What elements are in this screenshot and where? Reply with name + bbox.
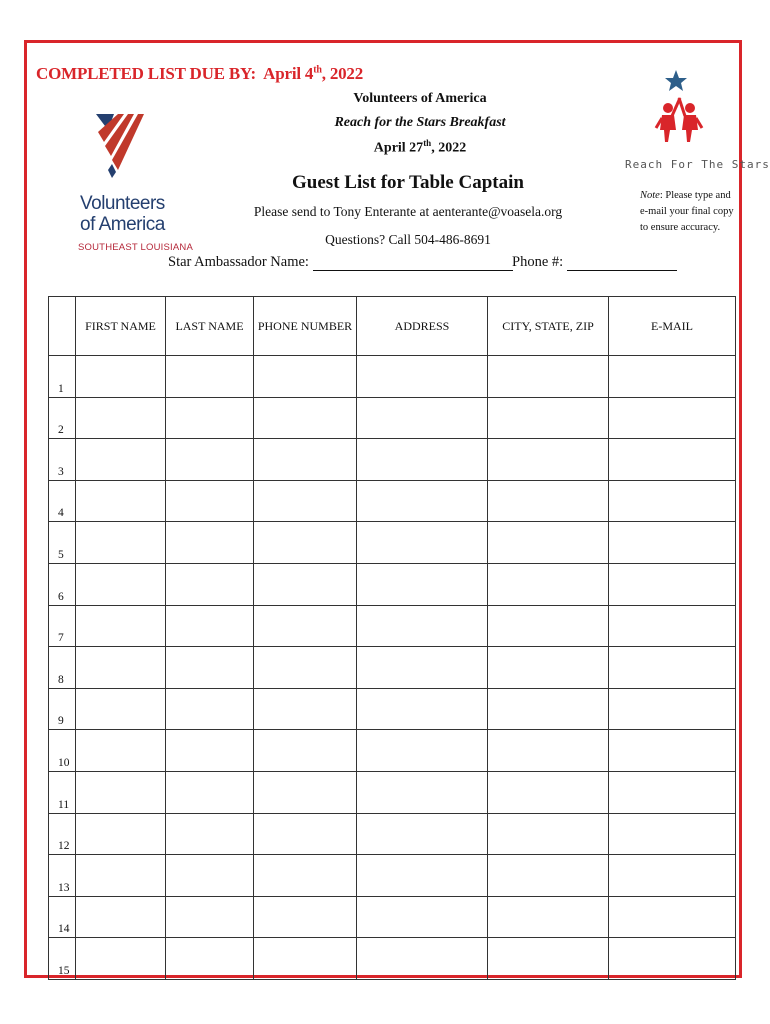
guest-cell[interactable] [609, 563, 736, 605]
guest-cell[interactable] [357, 480, 488, 522]
guest-cell[interactable] [357, 688, 488, 730]
row-number: 3 [49, 439, 76, 481]
guest-cell[interactable] [254, 397, 357, 439]
guest-cell[interactable] [609, 896, 736, 938]
guest-cell[interactable] [254, 730, 357, 772]
reach-for-the-stars-wordmark: Reach For The Stars [625, 158, 770, 171]
guest-cell[interactable] [488, 356, 609, 398]
guest-cell[interactable] [609, 855, 736, 897]
phone-blank[interactable] [567, 256, 677, 271]
row-number: 2 [49, 397, 76, 439]
reach-for-the-stars-logo [640, 68, 720, 168]
row-number: 7 [49, 605, 76, 647]
guest-cell[interactable] [488, 480, 609, 522]
guest-cell[interactable] [488, 397, 609, 439]
guest-cell[interactable] [254, 439, 357, 481]
row-number: 8 [49, 647, 76, 689]
row-number: 14 [49, 896, 76, 938]
guest-cell[interactable] [488, 730, 609, 772]
table-row [49, 647, 736, 689]
table-row [49, 896, 736, 938]
guest-cell[interactable] [76, 647, 166, 689]
column-header: LAST NAME [166, 297, 254, 356]
questions-contact: Questions? Call 504-486-8691 [325, 232, 491, 247]
guest-cell[interactable] [488, 813, 609, 855]
guest-cell[interactable] [254, 896, 357, 938]
guest-cell[interactable] [166, 771, 254, 813]
row-number: 9 [49, 688, 76, 730]
guest-cell[interactable] [357, 397, 488, 439]
guest-cell[interactable] [609, 356, 736, 398]
guest-cell[interactable] [76, 688, 166, 730]
table-row [49, 563, 736, 605]
guest-cell[interactable] [488, 563, 609, 605]
guest-cell[interactable] [166, 647, 254, 689]
page-title: Guest List for Table Captain [292, 172, 524, 193]
guest-cell[interactable] [488, 439, 609, 481]
guest-cell[interactable] [357, 647, 488, 689]
guest-cell[interactable] [166, 896, 254, 938]
guest-cell[interactable] [609, 813, 736, 855]
guest-cell[interactable] [357, 730, 488, 772]
table-row [49, 439, 736, 481]
guest-cell[interactable] [609, 771, 736, 813]
guest-cell[interactable] [357, 813, 488, 855]
table-row [49, 480, 736, 522]
column-header: CITY, STATE, ZIP [488, 297, 609, 356]
guest-cell[interactable] [609, 397, 736, 439]
guest-cell[interactable] [488, 688, 609, 730]
guest-cell[interactable] [609, 439, 736, 481]
guest-list-table [48, 296, 736, 980]
guest-cell[interactable] [488, 855, 609, 897]
guest-cell[interactable] [488, 647, 609, 689]
guest-cell[interactable] [166, 855, 254, 897]
guest-cell[interactable] [76, 896, 166, 938]
table-row [49, 688, 736, 730]
guest-cell[interactable] [254, 688, 357, 730]
guest-cell[interactable] [76, 938, 166, 980]
guest-cell[interactable] [254, 938, 357, 980]
column-header [49, 297, 76, 356]
guest-cell[interactable] [76, 813, 166, 855]
guest-cell[interactable] [254, 480, 357, 522]
table-row [49, 730, 736, 772]
guest-cell[interactable] [166, 480, 254, 522]
guest-cell[interactable] [357, 356, 488, 398]
guest-cell[interactable] [254, 522, 357, 564]
guest-cell[interactable] [166, 605, 254, 647]
guest-cell[interactable] [609, 522, 736, 564]
event-date: April 27th, 2022 [373, 138, 467, 156]
ambassador-name-field[interactable]: Star Ambassador Name: [168, 254, 513, 271]
guest-cell[interactable] [357, 896, 488, 938]
guest-cell[interactable] [609, 938, 736, 980]
row-number: 1 [49, 356, 76, 398]
guest-cell[interactable] [357, 855, 488, 897]
guest-cell[interactable] [609, 730, 736, 772]
guest-cell[interactable] [254, 605, 357, 647]
guest-cell[interactable] [254, 356, 357, 398]
guest-cell[interactable] [76, 356, 166, 398]
guest-cell[interactable] [166, 688, 254, 730]
guest-cell[interactable] [488, 771, 609, 813]
guest-cell[interactable] [166, 730, 254, 772]
guest-cell[interactable] [609, 605, 736, 647]
table-row [49, 771, 736, 813]
table-row [49, 522, 736, 564]
guest-cell[interactable] [609, 480, 736, 522]
voa-wordmark: Volunteers of America [80, 193, 165, 235]
guest-cell[interactable] [357, 605, 488, 647]
guest-cell[interactable] [76, 771, 166, 813]
guest-cell[interactable] [76, 855, 166, 897]
guest-cell[interactable] [254, 855, 357, 897]
ambassador-name-blank[interactable] [313, 256, 513, 271]
table-row [49, 605, 736, 647]
guest-cell[interactable] [609, 647, 736, 689]
table-row [49, 855, 736, 897]
guest-cell[interactable] [166, 522, 254, 564]
row-number: 6 [49, 563, 76, 605]
table-row [49, 813, 736, 855]
guest-cell[interactable] [76, 563, 166, 605]
send-instructions: Please send to Tony Enterante at aenterante@voasela.org [253, 204, 563, 219]
table-row [49, 356, 736, 398]
guest-cell[interactable] [357, 563, 488, 605]
table-row [49, 397, 736, 439]
table-row [49, 938, 736, 980]
due-date-notice: COMPLETED LIST DUE BY: April 4th, 2022 [36, 64, 364, 83]
guest-cell[interactable] [254, 813, 357, 855]
guest-cell[interactable] [76, 730, 166, 772]
guest-cell[interactable] [166, 938, 254, 980]
column-header: PHONE NUMBER [254, 297, 357, 356]
guest-cell[interactable] [357, 439, 488, 481]
guest-cell[interactable] [76, 522, 166, 564]
row-number: 12 [49, 813, 76, 855]
guest-cell[interactable] [76, 439, 166, 481]
row-number: 5 [49, 522, 76, 564]
guest-cell[interactable] [76, 605, 166, 647]
guest-cell[interactable] [609, 688, 736, 730]
column-header: E-MAIL [609, 297, 736, 356]
guest-cell[interactable] [166, 356, 254, 398]
guest-cell[interactable] [254, 563, 357, 605]
column-header: FIRST NAME [76, 297, 166, 356]
guest-cell[interactable] [76, 397, 166, 439]
org-name: Volunteers of America [353, 91, 487, 106]
table-header-row [49, 297, 736, 356]
voa-logo [78, 110, 168, 260]
guest-cell[interactable] [488, 605, 609, 647]
voa-region: SOUTHEAST LOUISIANA [78, 242, 194, 253]
row-number: 15 [49, 938, 76, 980]
row-number: 11 [49, 771, 76, 813]
note: Note: Please type and e-mail your final copy to ensure accuracy. [640, 190, 734, 233]
guest-cell[interactable] [76, 480, 166, 522]
guest-cell[interactable] [488, 522, 609, 564]
row-number: 10 [49, 730, 76, 772]
row-number: 13 [49, 855, 76, 897]
guest-cell[interactable] [166, 397, 254, 439]
guest-cell[interactable] [488, 938, 609, 980]
guest-cell[interactable] [488, 896, 609, 938]
row-number: 4 [49, 480, 76, 522]
guest-cell[interactable] [357, 938, 488, 980]
guest-cell[interactable] [357, 771, 488, 813]
guest-cell[interactable] [254, 771, 357, 813]
column-header: ADDRESS [357, 297, 488, 356]
guest-cell[interactable] [254, 647, 357, 689]
phone-field[interactable]: Phone #: [512, 254, 677, 271]
guest-cell[interactable] [166, 563, 254, 605]
guest-cell[interactable] [166, 439, 254, 481]
guest-cell[interactable] [357, 522, 488, 564]
event-name: Reach for the Stars Breakfast [334, 115, 506, 130]
guest-cell[interactable] [166, 813, 254, 855]
